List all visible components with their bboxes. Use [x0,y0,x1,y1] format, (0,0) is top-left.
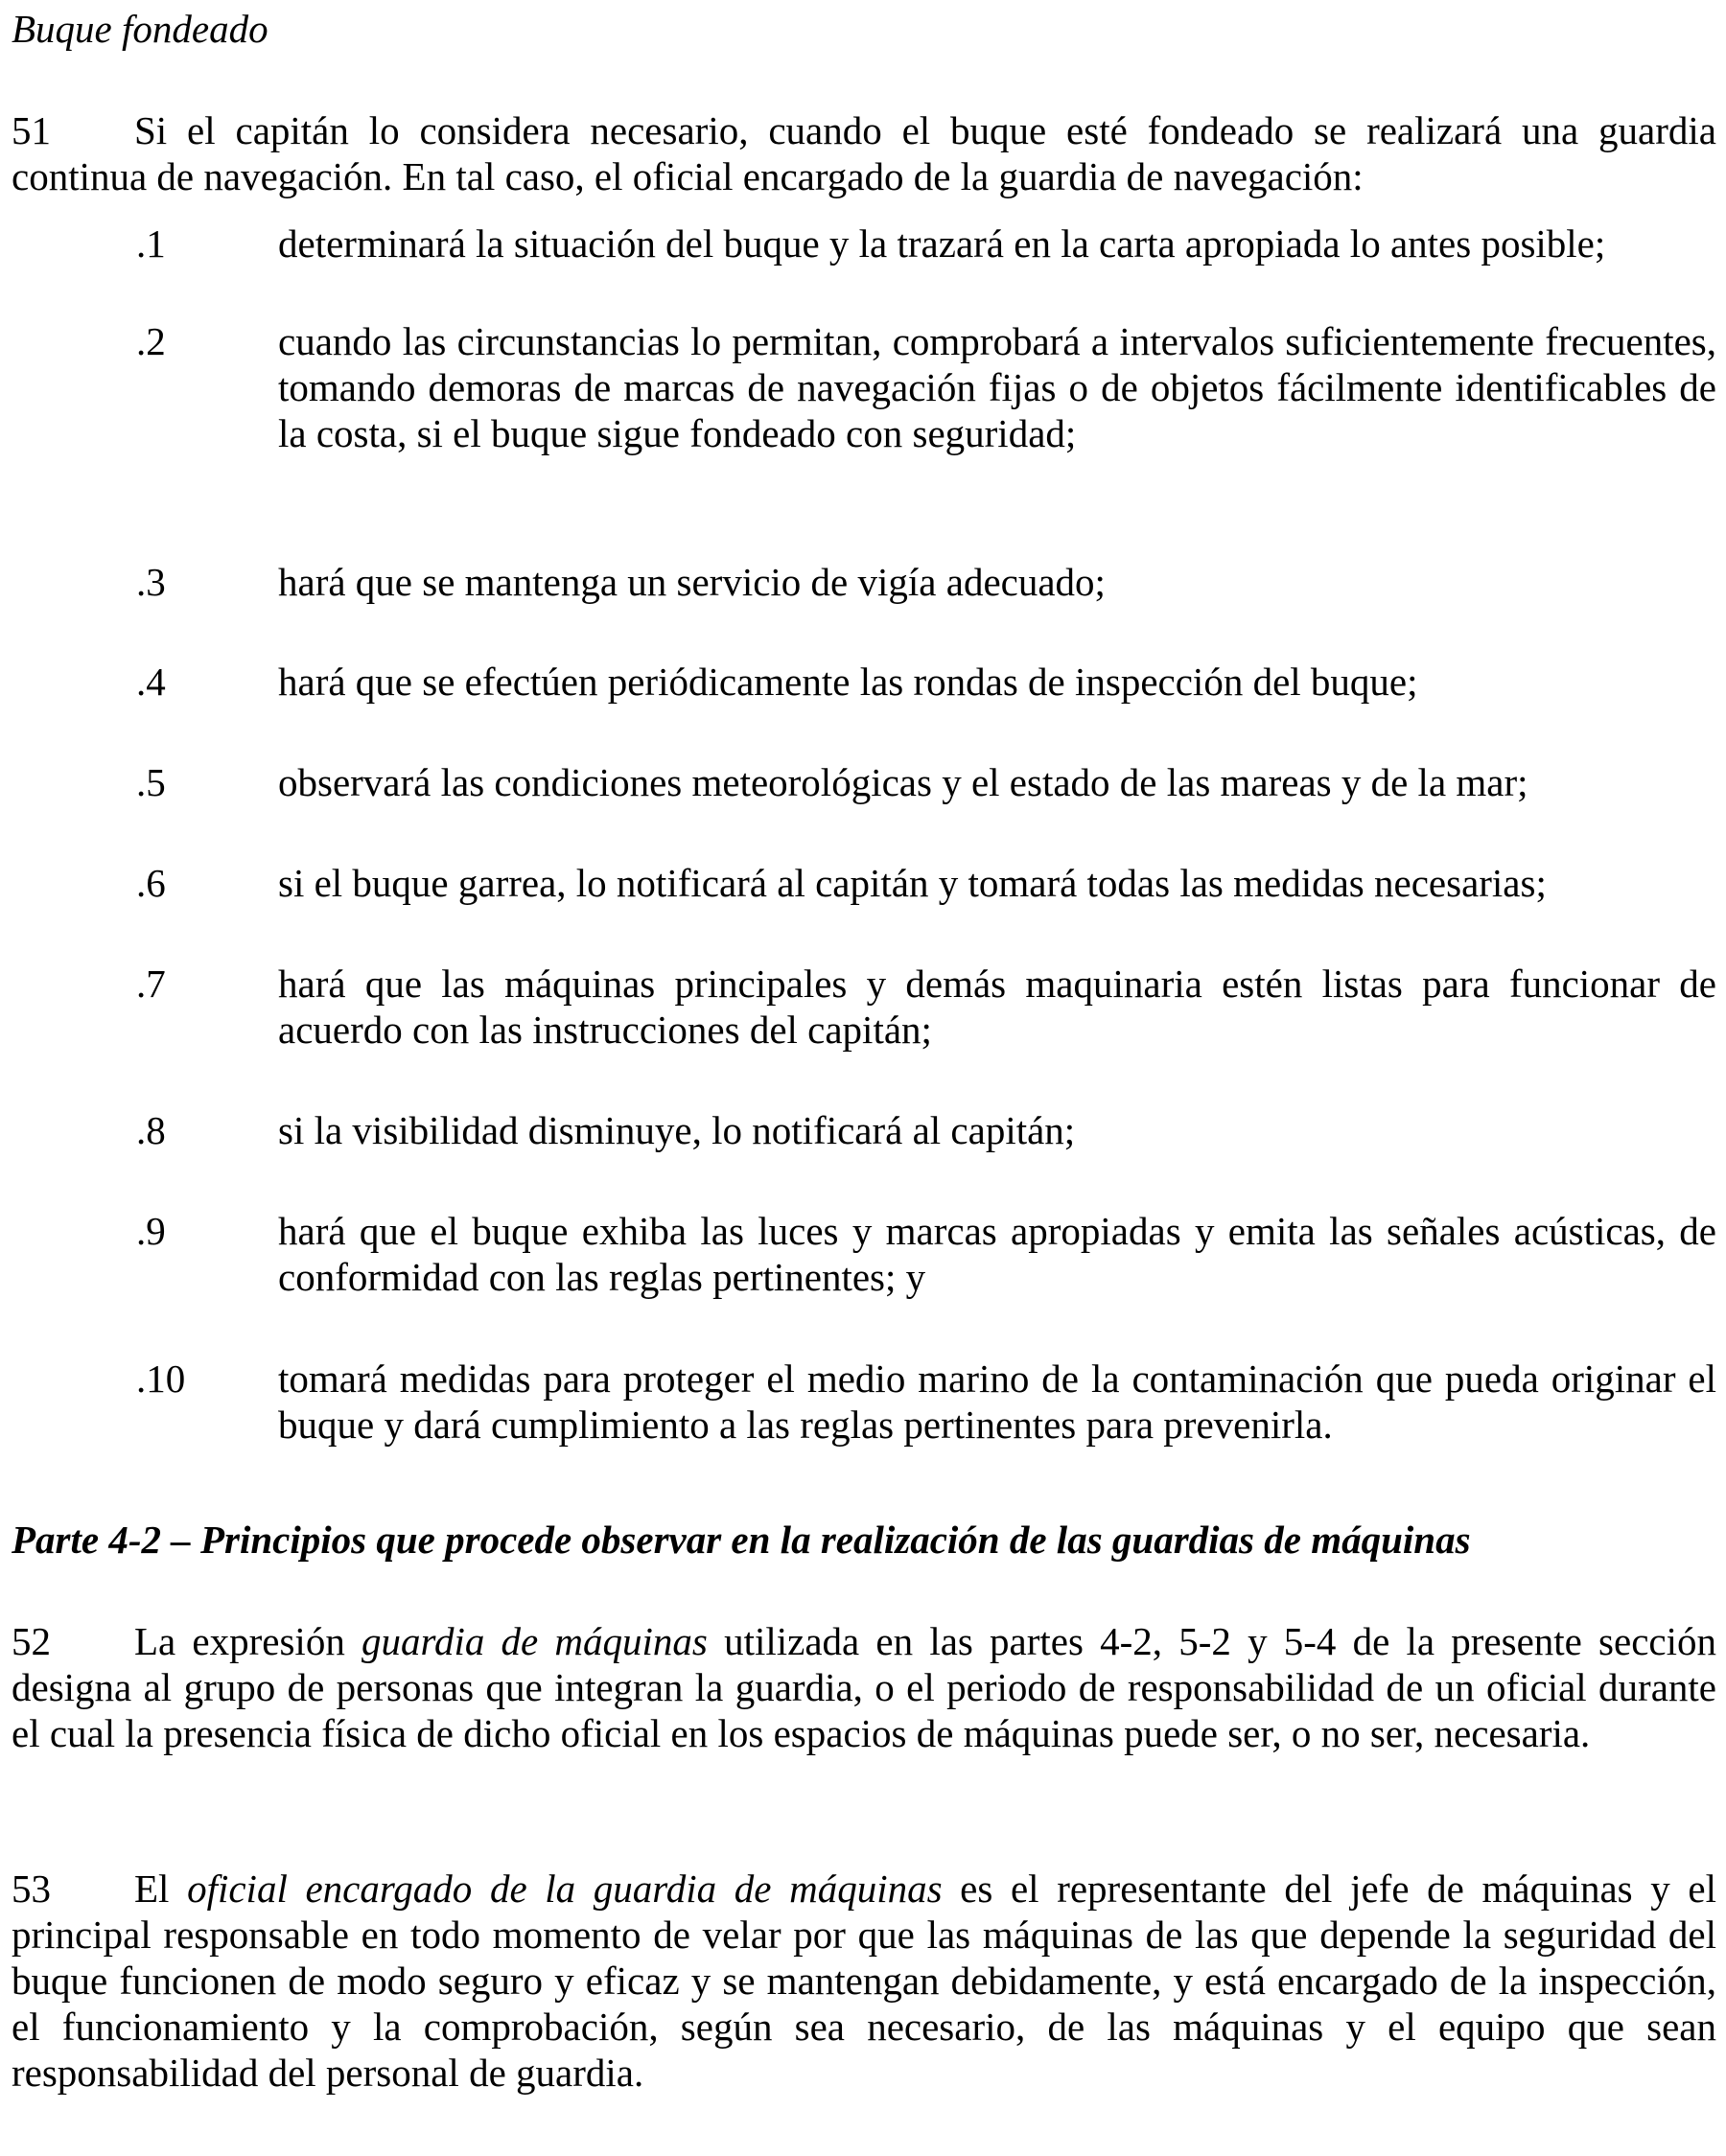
list-item [136,961,1716,1053]
item-number: .6 [136,861,166,905]
list-item [136,1208,1716,1300]
section-heading-parte-4-2: Parte 4-2 – Principios que procede observar en la realización de las guardias de máquinas [12,1518,1471,1562]
paragraph-text-end: utilizada en las partes 4-2, 5-2 y 5-4 de la presente sección designa al grupo de personas que integran la guardia, o el periodo de responsabilidad de un oficial durante el cual la presencia física de dicho oficial en los espacios de máquinas puede ser, o no ser, necesaria. [12,1619,1717,1755]
paragraph-emphasis: oficial encargado de la guardia de máquinas [187,1866,943,1911]
item-text: hará que las máquinas principales y demás maquinaria estén listas para funcionar de acuerdo con las instrucciones del capitán; [278,962,1716,1052]
item-number: .2 [136,319,166,363]
list-item [136,1107,1716,1153]
paragraph-52 [12,1618,1716,1756]
paragraph-text-start: La expresión [134,1619,362,1663]
item-text: si la visibilidad disminuye, lo notificará al capitán; [278,1108,1076,1152]
item-number: .4 [136,660,166,704]
paragraph-number: 52 [12,1619,51,1663]
item-text: observará las condiciones meteorológicas y el estado de las mareas y de la mar; [278,760,1528,804]
paragraph-text-start: El [134,1866,188,1911]
item-number: .8 [136,1108,166,1152]
paragraph-number: 51 [12,108,51,152]
item-number: .1 [136,221,166,266]
item-number: .7 [136,962,166,1006]
list-item [136,759,1716,805]
list-item [136,659,1716,705]
item-number: .9 [136,1209,166,1253]
paragraph-53 [12,1866,1716,2096]
list-item [136,559,1716,605]
item-text: si el buque garrea, lo notificará al capitán y tomará todas las medidas necesarias; [278,861,1547,905]
paragraph-51 [12,107,1716,199]
list-item [136,1356,1716,1448]
list-item [136,860,1716,906]
item-text: hará que el buque exhiba las luces y marcas apropiadas y emita las señales acústicas, de conformidad con las reglas pertinentes; y [278,1209,1716,1299]
paragraph-text: Si el capitán lo considera necesario, cuando el buque esté fondeado se realizará una guardia continua de navegación. En tal caso, el oficial encargado de la guardia de navegación: [12,108,1716,198]
item-number: .10 [136,1356,186,1401]
item-text: determinará la situación del buque y la trazará en la carta apropiada lo antes posible; [278,221,1606,266]
item-number: .5 [136,760,166,804]
section-heading-buque-fondeado: Buque fondeado [12,7,268,51]
document-page [12,0,1720,2156]
list-item [136,318,1716,456]
item-text: tomará medidas para proteger el medio marino de la contaminación que pueda originar el buque y dará cumplimiento a las reglas pertinentes para prevenirla. [278,1356,1716,1447]
paragraph-text-end: es el representante del jefe de máquinas y el principal responsable en todo momento de velar por que las máquinas de las que depende la seguridad del buque funcionen de modo seguro y eficaz y se mantengan debidamente, y está encargado de la inspección, el funcionamiento y la comprobación, según sea necesario, de las máquinas y el equipo que sean responsabilidad del personal de guardia. [12,1866,1716,2095]
item-number: .3 [136,560,166,604]
list-item [136,220,1716,267]
paragraph-emphasis: guardia de máquinas [362,1619,708,1663]
item-text: hará que se mantenga un servicio de vigía adecuado; [278,560,1106,604]
item-text: hará que se efectúen periódicamente las rondas de inspección del buque; [278,660,1418,704]
paragraph-number: 53 [12,1866,51,1911]
item-text: cuando las circunstancias lo permitan, comprobará a intervalos suficientemente frecuentes, tomando demoras de marcas de navegación fijas o de objetos fácilmente identificables de la costa, si el buque sigue fondeado con seguridad; [278,319,1716,455]
